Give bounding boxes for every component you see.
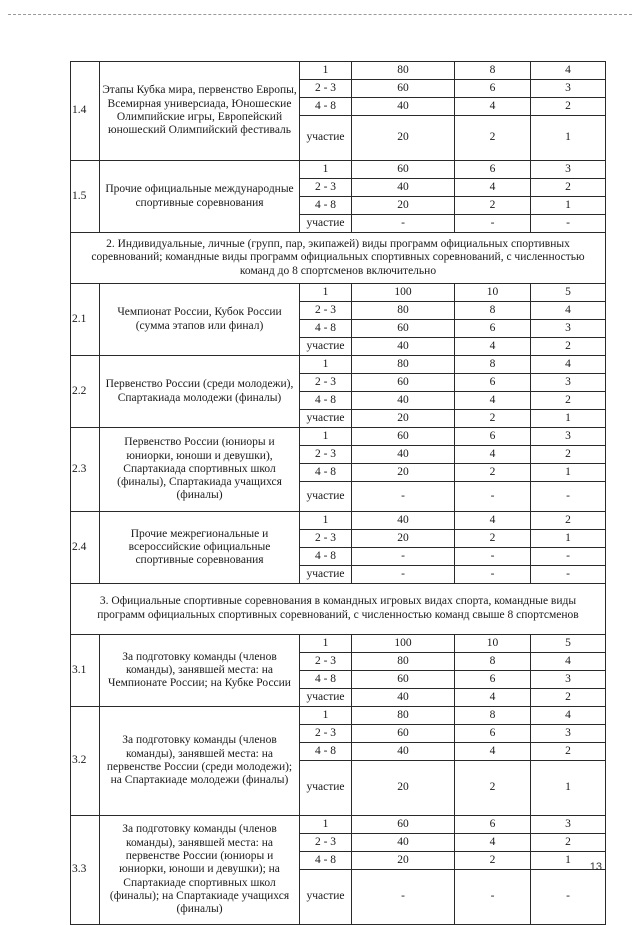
points-cell: 4: [455, 98, 531, 116]
points-cell: 8: [455, 62, 531, 80]
table-row: [71, 284, 606, 302]
points-cell: 4: [455, 689, 531, 707]
points-cell: 40: [352, 446, 455, 464]
item-number: 2.3: [71, 428, 100, 512]
points-cell: -: [352, 870, 455, 925]
points-cell: 2: [455, 197, 531, 215]
points-cell: 8: [455, 653, 531, 671]
points-cell: 20: [352, 116, 455, 161]
item-number: 2.2: [71, 356, 100, 428]
points-cell: 6: [455, 320, 531, 338]
item-number: 1.4: [71, 62, 100, 161]
place-cell: 1: [300, 356, 352, 374]
points-cell: -: [531, 566, 606, 584]
points-cell: 100: [352, 284, 455, 302]
place-cell: 4 - 8: [300, 548, 352, 566]
points-table: [70, 61, 606, 925]
points-cell: -: [455, 548, 531, 566]
points-cell: 4: [531, 302, 606, 320]
points-cell: 40: [352, 338, 455, 356]
points-cell: 4: [455, 338, 531, 356]
place-cell: 1: [300, 428, 352, 446]
competition-title: Чемпионат России, Кубок России (сумма этапов или финал): [100, 284, 300, 356]
points-cell: 60: [352, 428, 455, 446]
points-cell: 6: [455, 80, 531, 98]
points-cell: 10: [455, 284, 531, 302]
points-cell: 2: [531, 392, 606, 410]
points-cell: 6: [455, 161, 531, 179]
points-cell: 20: [352, 410, 455, 428]
points-cell: 20: [352, 464, 455, 482]
table-row: [71, 512, 606, 530]
points-cell: 5: [531, 635, 606, 653]
page-number: 13: [589, 861, 602, 873]
points-cell: 60: [352, 725, 455, 743]
place-cell: 1: [300, 512, 352, 530]
competition-title: За подготовку команды (членов команды), занявшей места: на первенстве России (юниоры и юниорки, юноши и девушки); на Спартакиаде спортивных школ (финалы); на Спартакиаде учащихся (финалы): [100, 816, 300, 925]
points-cell: 2: [455, 464, 531, 482]
points-cell: 1: [531, 197, 606, 215]
points-cell: 4: [531, 653, 606, 671]
points-cell: 2: [531, 834, 606, 852]
points-cell: 80: [352, 653, 455, 671]
page-top-rule: [8, 14, 632, 15]
points-cell: 4: [455, 743, 531, 761]
place-cell: участие: [300, 338, 352, 356]
points-cell: -: [352, 215, 455, 233]
points-cell: 60: [352, 374, 455, 392]
points-cell: 60: [352, 80, 455, 98]
points-cell: 2: [455, 852, 531, 870]
place-cell: 2 - 3: [300, 834, 352, 852]
points-cell: 4: [531, 356, 606, 374]
place-cell: участие: [300, 761, 352, 816]
points-cell: 6: [455, 671, 531, 689]
points-cell: 40: [352, 98, 455, 116]
table-row: [71, 161, 606, 179]
place-cell: 2 - 3: [300, 725, 352, 743]
table-row: [71, 62, 606, 80]
place-cell: участие: [300, 870, 352, 925]
points-cell: 80: [352, 356, 455, 374]
points-cell: 1: [531, 116, 606, 161]
place-cell: 4 - 8: [300, 320, 352, 338]
points-cell: 4: [455, 512, 531, 530]
points-cell: 3: [531, 161, 606, 179]
points-cell: 3: [531, 320, 606, 338]
place-cell: 4 - 8: [300, 464, 352, 482]
points-cell: 60: [352, 671, 455, 689]
points-cell: 2: [531, 98, 606, 116]
points-cell: 80: [352, 302, 455, 320]
points-cell: -: [352, 566, 455, 584]
points-cell: 8: [455, 302, 531, 320]
points-cell: 40: [352, 689, 455, 707]
points-cell: -: [352, 482, 455, 512]
competition-title: Прочие официальные международные спортивные соревнования: [100, 161, 300, 233]
points-cell: 2: [455, 530, 531, 548]
points-cell: 6: [455, 816, 531, 834]
points-cell: -: [531, 870, 606, 925]
table-row: [71, 428, 606, 446]
points-cell: 2: [531, 743, 606, 761]
place-cell: 1: [300, 816, 352, 834]
points-cell: 60: [352, 161, 455, 179]
competition-title: За подготовку команды (членов команды), занявшей места: на Чемпионате России; на Кубке России: [100, 635, 300, 707]
place-cell: 2 - 3: [300, 653, 352, 671]
points-cell: 8: [455, 356, 531, 374]
points-cell: 8: [455, 707, 531, 725]
points-cell: 40: [352, 179, 455, 197]
place-cell: 1: [300, 635, 352, 653]
place-cell: 1: [300, 62, 352, 80]
points-cell: 2: [455, 116, 531, 161]
points-cell: 60: [352, 816, 455, 834]
place-cell: 4 - 8: [300, 197, 352, 215]
place-cell: участие: [300, 482, 352, 512]
table-row: [71, 356, 606, 374]
points-cell: 4: [455, 179, 531, 197]
points-cell: 80: [352, 707, 455, 725]
points-cell: 100: [352, 635, 455, 653]
section-header-row: [71, 233, 606, 284]
place-cell: участие: [300, 410, 352, 428]
place-cell: 4 - 8: [300, 743, 352, 761]
competition-title: Прочие межрегиональные и всероссийские официальные спортивные соревнования: [100, 512, 300, 584]
points-cell: 4: [455, 446, 531, 464]
points-cell: 40: [352, 743, 455, 761]
points-cell: 1: [531, 410, 606, 428]
item-number: 3.2: [71, 707, 100, 816]
points-cell: 2: [455, 410, 531, 428]
section-header: 3. Официальные спортивные соревнования в командных игровых видах спорта, командные виды программ официальных спортивных соревнований, с численностью команд свыше 8 спортсменов: [71, 584, 606, 635]
place-cell: 2 - 3: [300, 80, 352, 98]
place-cell: 2 - 3: [300, 530, 352, 548]
points-cell: 20: [352, 530, 455, 548]
points-cell: 6: [455, 725, 531, 743]
points-cell: 4: [531, 707, 606, 725]
section-header-row: [71, 584, 606, 635]
points-cell: 40: [352, 834, 455, 852]
item-number: 2.4: [71, 512, 100, 584]
points-cell: 1: [531, 852, 606, 870]
points-cell: 6: [455, 374, 531, 392]
points-cell: 20: [352, 197, 455, 215]
points-cell: 40: [352, 392, 455, 410]
points-cell: 3: [531, 725, 606, 743]
points-cell: 2: [531, 446, 606, 464]
points-cell: 1: [531, 464, 606, 482]
points-cell: 60: [352, 320, 455, 338]
place-cell: 2 - 3: [300, 302, 352, 320]
place-cell: 1: [300, 707, 352, 725]
points-cell: 4: [455, 392, 531, 410]
points-cell: 20: [352, 761, 455, 816]
place-cell: 2 - 3: [300, 179, 352, 197]
competition-title: За подготовку команды (членов команды), занявшей места: на первенстве России (среди молодежи); на Спартакиаде молодежи (финалы): [100, 707, 300, 816]
competition-title: Этапы Кубка мира, первенство Европы, Всемирная универсиада, Юношеские Олимпийские игры, Европейский юношеский Олимпийский фестиваль: [100, 62, 300, 161]
points-cell: -: [352, 548, 455, 566]
points-cell: 10: [455, 635, 531, 653]
place-cell: участие: [300, 566, 352, 584]
place-cell: 4 - 8: [300, 671, 352, 689]
item-number: 3.3: [71, 816, 100, 925]
place-cell: участие: [300, 689, 352, 707]
place-cell: участие: [300, 116, 352, 161]
points-cell: 6: [455, 428, 531, 446]
place-cell: 1: [300, 284, 352, 302]
points-cell: -: [455, 870, 531, 925]
points-cell: 5: [531, 284, 606, 302]
points-cell: -: [531, 215, 606, 233]
competition-title: Первенство России (юниоры и юниорки, юноши и девушки), Спартакиада спортивных школ (финалы), Спартакиада учащихся (финалы): [100, 428, 300, 512]
place-cell: 4 - 8: [300, 392, 352, 410]
points-cell: 2: [531, 179, 606, 197]
points-cell: 40: [352, 512, 455, 530]
table-row: [71, 816, 606, 834]
points-cell: 3: [531, 816, 606, 834]
points-cell: 2: [531, 689, 606, 707]
points-cell: 20: [352, 852, 455, 870]
points-cell: 1: [531, 530, 606, 548]
item-number: 3.1: [71, 635, 100, 707]
table-row: [71, 635, 606, 653]
place-cell: 4 - 8: [300, 852, 352, 870]
place-cell: 2 - 3: [300, 446, 352, 464]
competition-title: Первенство России (среди молодежи), Спартакиада молодежи (финалы): [100, 356, 300, 428]
item-number: 2.1: [71, 284, 100, 356]
place-cell: участие: [300, 215, 352, 233]
points-cell: 3: [531, 428, 606, 446]
item-number: 1.5: [71, 161, 100, 233]
place-cell: 1: [300, 161, 352, 179]
points-cell: 4: [531, 62, 606, 80]
points-cell: -: [455, 482, 531, 512]
points-cell: -: [455, 215, 531, 233]
place-cell: 2 - 3: [300, 374, 352, 392]
points-cell: 2: [531, 338, 606, 356]
section-header: 2. Индивидуальные, личные (групп, пар, экипажей) виды программ официальных спортивных соревнований; командные виды программ официальных спортивных соревнований, с численностью команд до 8 спортсменов включительно: [71, 233, 606, 284]
points-cell: 80: [352, 62, 455, 80]
points-cell: 3: [531, 374, 606, 392]
points-cell: 3: [531, 80, 606, 98]
points-cell: 1: [531, 761, 606, 816]
points-cell: -: [455, 566, 531, 584]
points-cell: 2: [455, 761, 531, 816]
place-cell: 4 - 8: [300, 98, 352, 116]
points-cell: 2: [531, 512, 606, 530]
points-cell: 3: [531, 671, 606, 689]
table-row: [71, 707, 606, 725]
points-cell: -: [531, 482, 606, 512]
points-cell: 4: [455, 834, 531, 852]
points-cell: -: [531, 548, 606, 566]
